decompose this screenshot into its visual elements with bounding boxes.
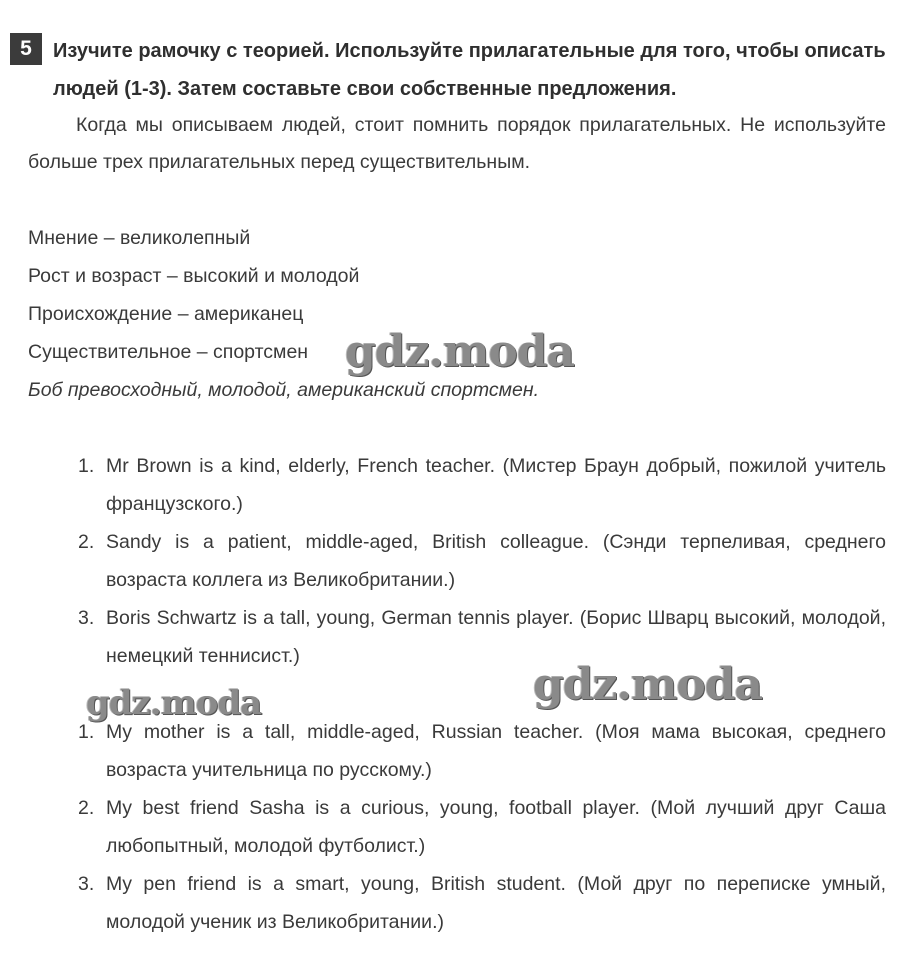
- order-noun: Существительное – спортсмен: [28, 341, 309, 363]
- watermark-logo: gdz.moda: [345, 326, 575, 377]
- order-size-age: Рост и возраст – высокий и молодой: [28, 265, 360, 287]
- watermark-logo: gdz.moda: [533, 659, 763, 710]
- item-text: My pen friend is a smart, young, British student. (Мой друг по переписке умный, молодой ученик из Великобритании.): [106, 873, 886, 933]
- answer-list-1: [78, 447, 886, 675]
- example-sentence: Боб превосходный, молодой, американский спортсмен.: [28, 379, 540, 401]
- order-opinion: Мнение – великолепный: [28, 227, 251, 249]
- list-item: [78, 789, 886, 865]
- item-text: Sandy is a patient, middle-aged, British colleague. (Сэнди терпеливая, среднего возраста коллега из Великобритании.): [106, 531, 886, 591]
- list-item: [78, 447, 886, 523]
- intro-paragraph: Когда мы описываем людей, стоит помнить порядок прилагательных. Не используйте больше трех прилагательных перед существительным.: [28, 114, 886, 173]
- item-number: 3.: [78, 607, 95, 629]
- task-heading: Изучите рамочку с теорией. Используйте прилагательные для того, чтобы описать людей (1-3). Затем составьте свои собственные предложения.: [53, 40, 886, 100]
- item-number: 1.: [78, 721, 95, 743]
- watermark-logo: gdz.moda: [86, 683, 262, 723]
- item-text: My mother is a tall, middle-aged, Russian teacher. (Моя мама высокая, среднего возраста учительница по русскому.): [106, 721, 886, 781]
- order-origin: Происхождение – американец: [28, 303, 304, 325]
- item-text: My best friend Sasha is a curious, young, football player. (Мой лучший друг Саша любопытный, молодой футболист.): [106, 797, 886, 857]
- answer-list-2: [78, 713, 886, 941]
- list-item: [78, 865, 886, 941]
- item-number: 2.: [78, 797, 95, 819]
- list-item: [78, 523, 886, 599]
- list-item: [78, 713, 886, 789]
- item-text: Boris Schwartz is a tall, young, German tennis player. (Борис Шварц высокий, молодой, немецкий теннисист.): [106, 607, 886, 667]
- list-item: [78, 599, 886, 675]
- item-number: 1.: [78, 455, 95, 477]
- adjective-order-box: [28, 219, 868, 409]
- item-text: Mr Brown is a kind, elderly, French teacher. (Мистер Браун добрый, пожилой учитель французского.): [106, 455, 886, 515]
- item-number: 3.: [78, 873, 95, 895]
- item-number: 2.: [78, 531, 95, 553]
- task-number-badge: 5: [10, 33, 42, 65]
